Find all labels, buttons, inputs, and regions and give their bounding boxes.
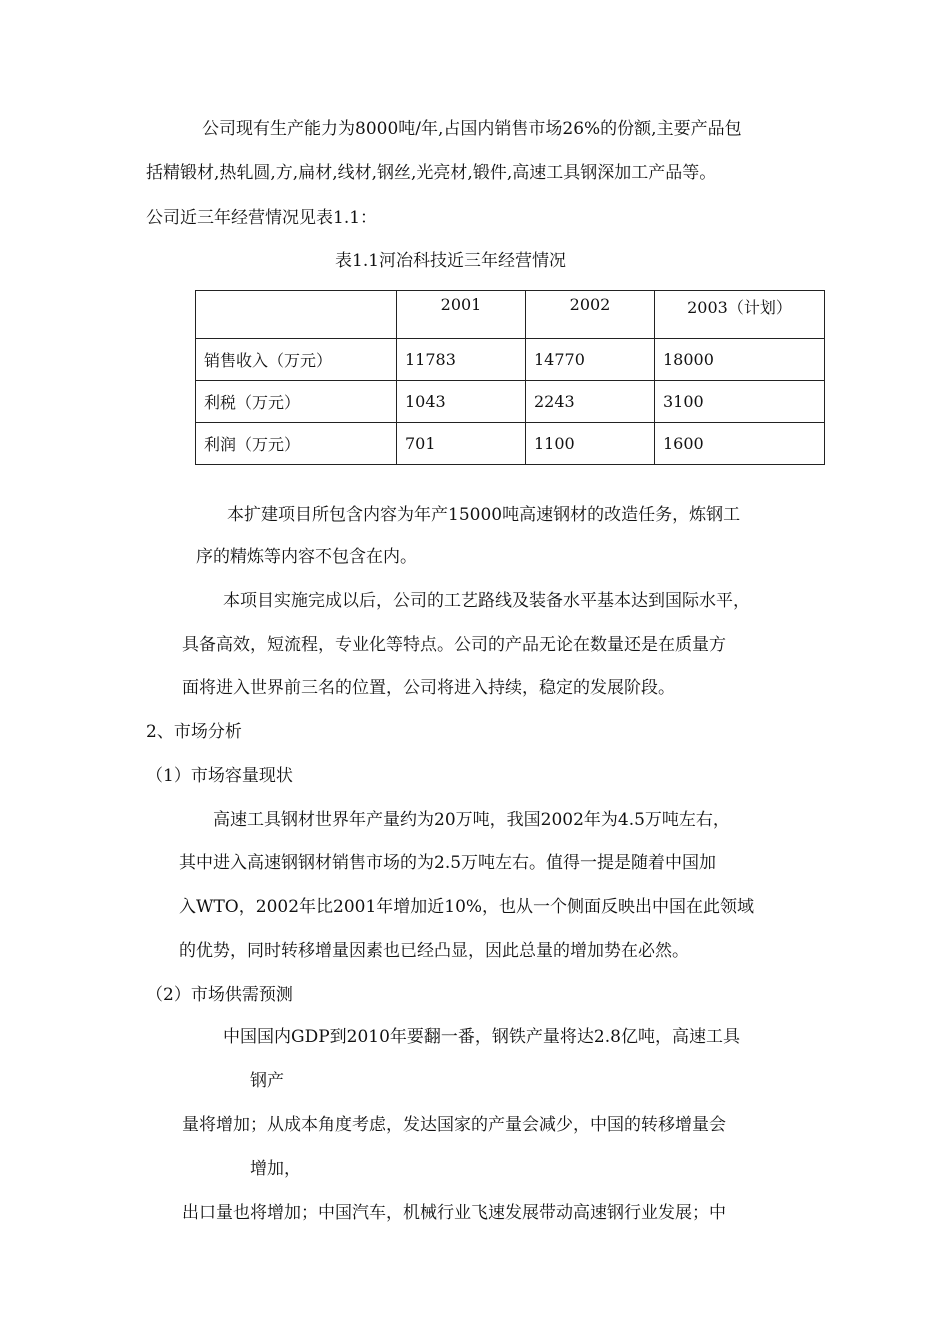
table-header-row: [196, 291, 825, 339]
row-label: 销售收入（万元）: [196, 339, 397, 381]
capacity-line-2: 其中进入高速钢钢材销售市场的为2.5万吨左右。值得一提是随着中国加: [179, 853, 717, 873]
table-header-cell: [196, 291, 397, 339]
supply-line-4: 增加，: [250, 1159, 301, 1179]
project-para1-line-2: 序的精炼等内容不包含在内。: [196, 547, 417, 567]
table-cell: 11783: [397, 339, 526, 381]
supply-line-2: 钢产: [250, 1071, 284, 1091]
table-caption: 表1.1河冶科技近三年经营情况: [335, 251, 567, 271]
table-header-cell: 2003（计划）: [655, 291, 825, 339]
supply-line-3: 量将增加；从成本角度考虑，发达国家的产量会减少，中国的转移增量会: [182, 1115, 726, 1135]
intro-line-2: 括精锻材,热轧圆,方,扁材,线材,钢丝,光亮材,锻件,高速工具钢深加工产品等。: [146, 163, 717, 183]
project-para2-line-1: 本项目实施完成以后，公司的工艺路线及装备水平基本达到国际水平，: [223, 591, 750, 611]
capacity-line-1: 高速工具钢材世界年产量约为20万吨，我国2002年为4.5万吨左右，: [213, 810, 730, 830]
project-para2-line-2: 具备高效，短流程，专业化等特点。公司的产品无论在数量还是在质量方: [182, 635, 726, 655]
table-row: [196, 339, 825, 381]
intro-line-1: 公司现有生产能力为8000吨/年,占国内销售市场26%的份额,主要产品包: [202, 119, 742, 139]
table-cell: 2243: [526, 381, 655, 423]
project-para2-line-3: 面将进入世界前三名的位置，公司将进入持续，稳定的发展阶段。: [182, 678, 675, 698]
operations-table: [195, 290, 825, 465]
table-cell: 1600: [655, 423, 825, 465]
table-header-cell: 2001: [397, 291, 526, 339]
table-cell: 18000: [655, 339, 825, 381]
table-row: [196, 423, 825, 465]
capacity-line-4: 的优势，同时转移增量因素也已经凸显，因此总量的增加势在必然。: [179, 941, 689, 961]
intro-line-3: 公司近三年经营情况见表1.1：: [146, 208, 378, 228]
table-header-cell: 2002: [526, 291, 655, 339]
capacity-line-3: 入WTO，2002年比2001年增加近10%，也从一个侧面反映出中国在此领域: [179, 897, 755, 917]
row-label: 利税（万元）: [196, 381, 397, 423]
table-cell: 701: [397, 423, 526, 465]
section-heading-market: 2、市场分析: [146, 722, 242, 742]
table-cell: 14770: [526, 339, 655, 381]
supply-line-5: 出口量也将增加；中国汽车，机械行业飞速发展带动高速钢行业发展；中: [182, 1203, 726, 1223]
supply-line-1: 中国国内GDP到2010年要翻一番，钢铁产量将达2.8亿吨，高速工具: [223, 1027, 740, 1047]
row-label: 利润（万元）: [196, 423, 397, 465]
table-cell: 3100: [655, 381, 825, 423]
table-cell: 1100: [526, 423, 655, 465]
table-cell: 1043: [397, 381, 526, 423]
subsection-heading-capacity: （1）市场容量现状: [146, 766, 293, 786]
subsection-heading-supply: （2）市场供需预测: [146, 985, 293, 1005]
table-row: [196, 381, 825, 423]
project-para1-line-1: 本扩建项目所包含内容为年产15000吨高速钢材的改造任务，炼钢工: [227, 505, 741, 525]
